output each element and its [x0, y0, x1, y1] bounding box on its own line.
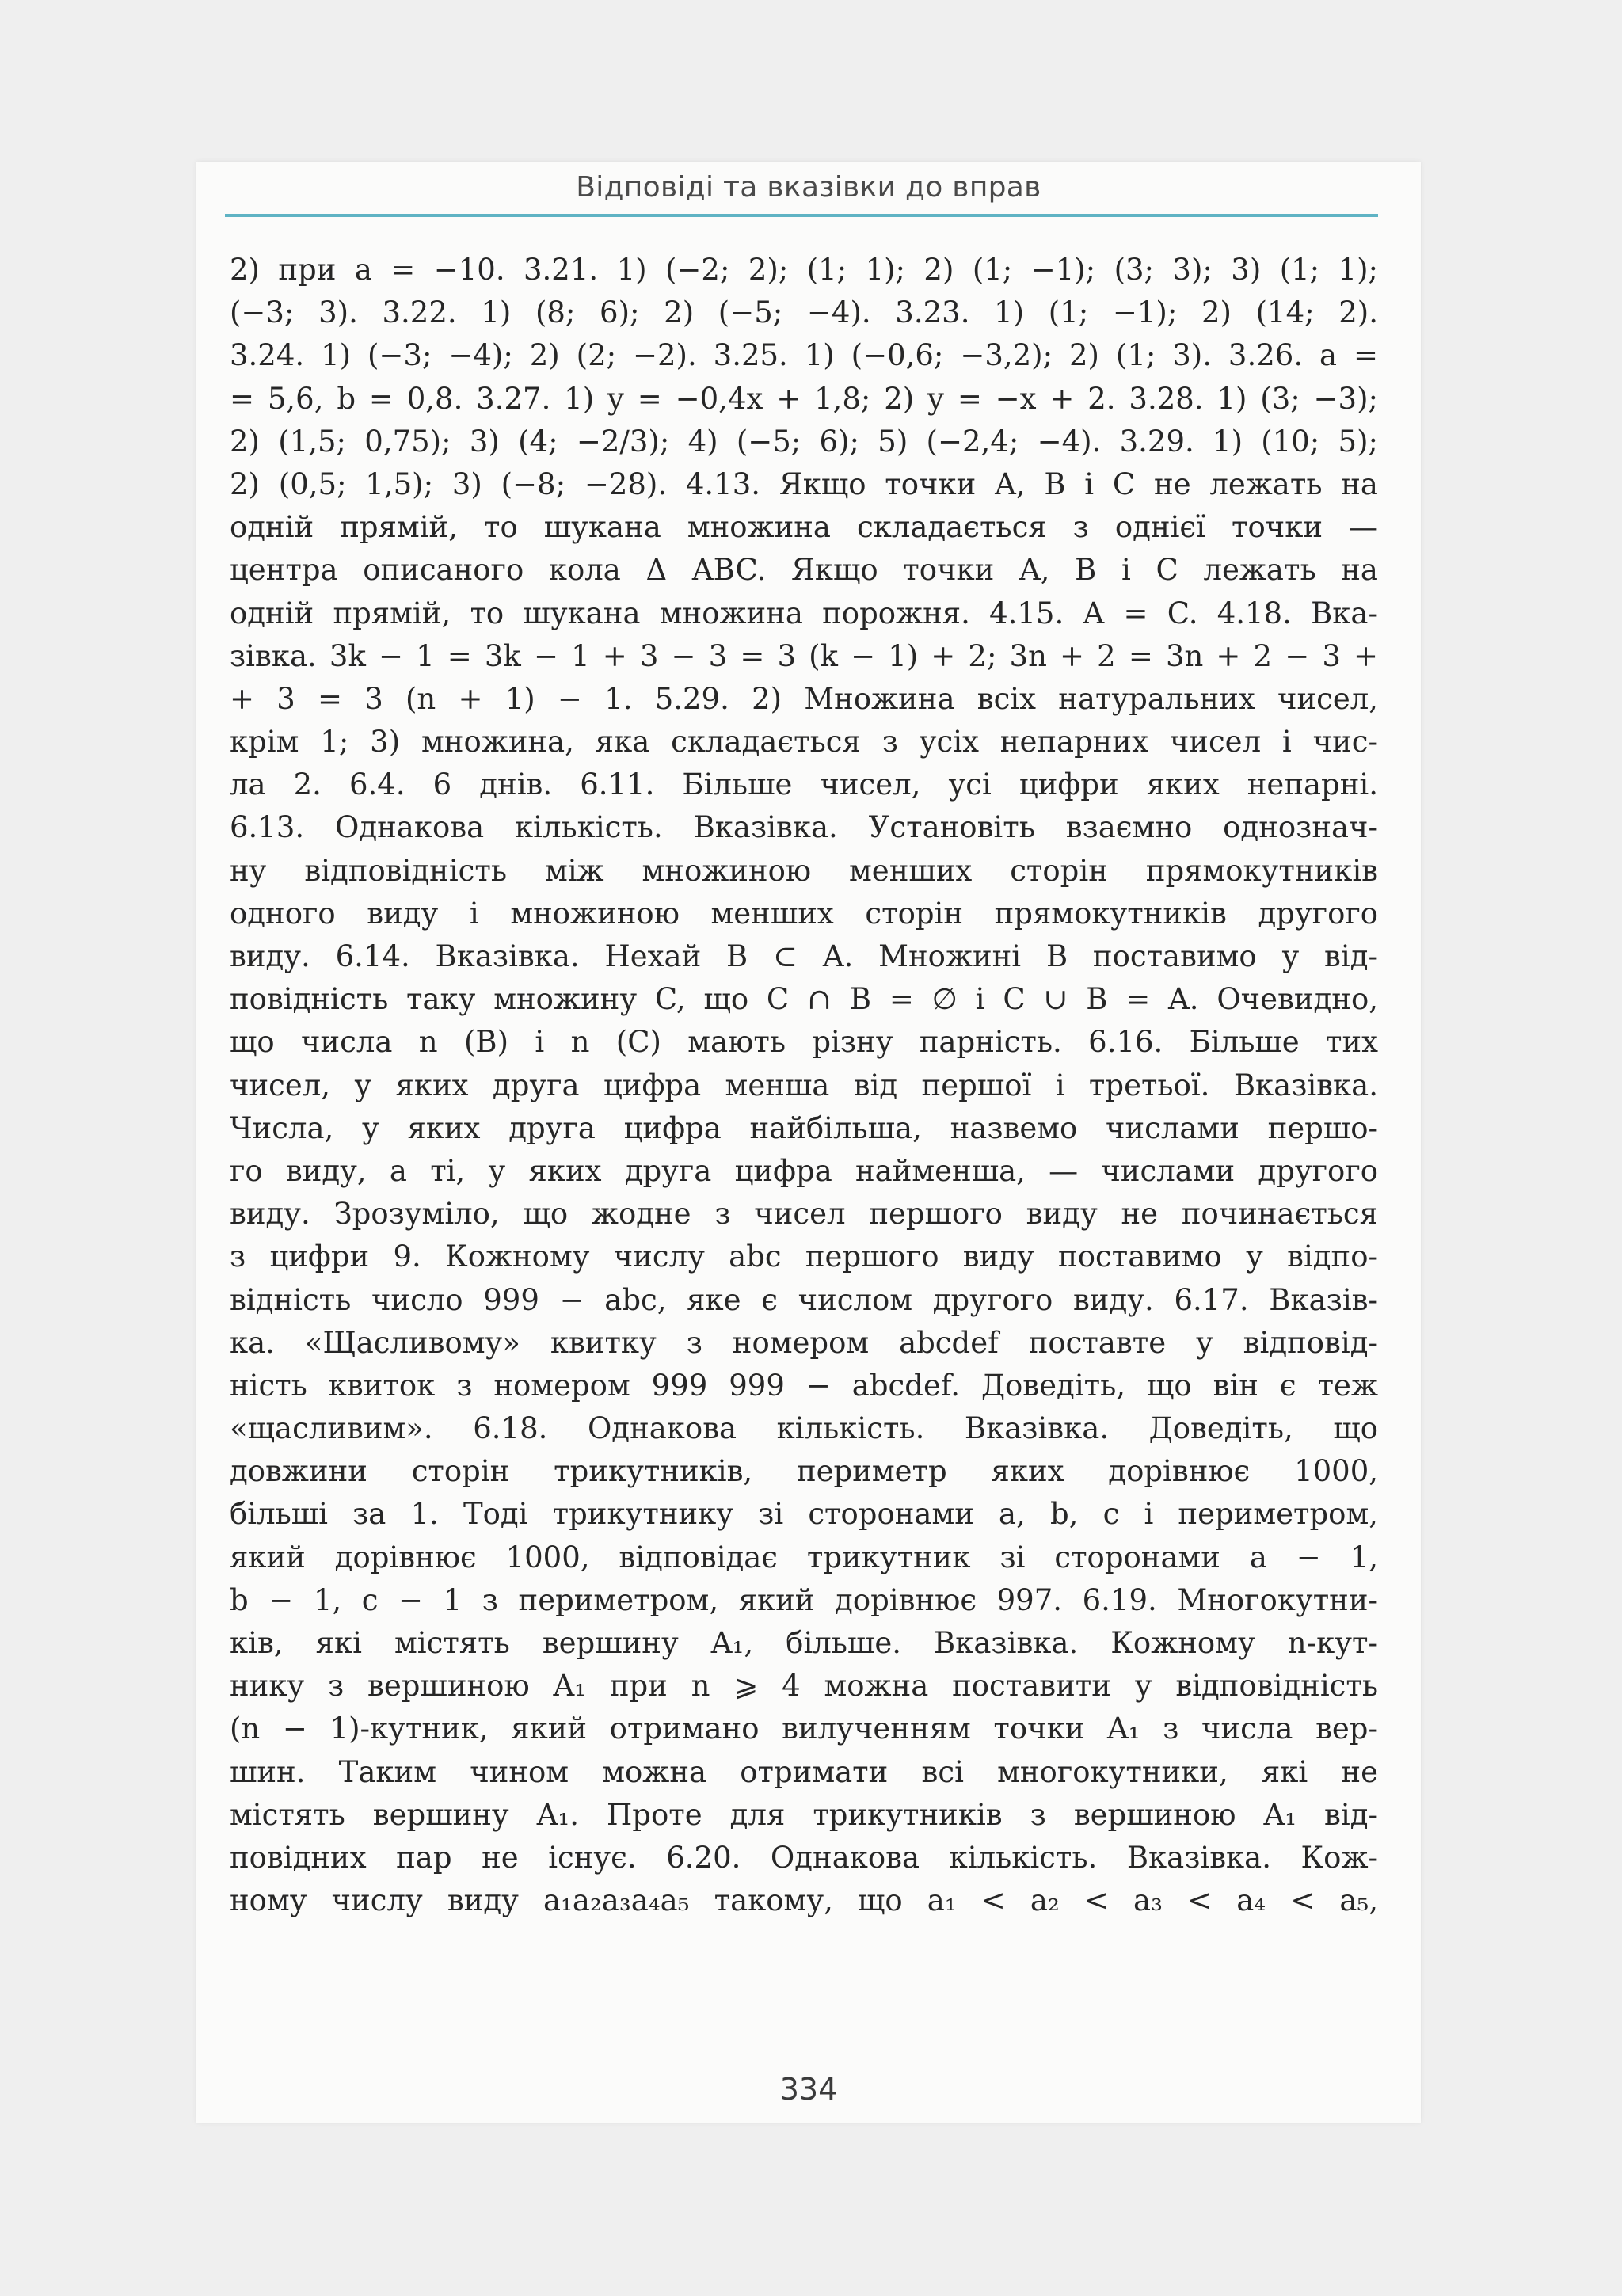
- text-line: (n − 1)-кутник, який отримано вилученням точки A₁ з числа вер-: [230, 1712, 1378, 1746]
- text-line: центра описаного кола Δ ABC. Якщо точки A, B і C лежать на: [230, 553, 1378, 588]
- text-line: містять вершину A₁. Проте для трикутників з вершиною A₁ від-: [230, 1797, 1378, 1832]
- header-rule: [225, 214, 1378, 217]
- text-line: Числа, у яких друга цифра найбільша, назвемо числами першо-: [230, 1110, 1378, 1145]
- text-line: ків, які містять вершину A₁, більше. Вказівка. Кожному n-кут-: [230, 1626, 1378, 1660]
- text-line: ка. «Щасливому» квитку з номером abcdef поставте у відповід-: [230, 1325, 1378, 1360]
- text-line: 2) при a = −10. 3.21. 1) (−2; 2); (1; 1); 2) (1; −1); (3; 3); 3) (1; 1);: [230, 253, 1378, 287]
- running-header: Відповіді та вказівки до вправ: [576, 171, 1041, 204]
- text-line: шин. Таким чином можна отримати всі многокутники, які не: [230, 1754, 1378, 1789]
- text-line: го виду, а ті, у яких друга цифра найменша, — числами другого: [230, 1153, 1378, 1188]
- text-line: відність число 999 − abc, яке є числом другого виду. 6.17. Вказів-: [230, 1282, 1378, 1317]
- text-line: ла 2. 6.4. 6 днів. 6.11. Більше чисел, усі цифри яких непарні.: [230, 767, 1378, 802]
- text-line: ну відповідність між множиною менших сторін прямокутників: [230, 853, 1378, 888]
- text-line: зівка. 3k − 1 = 3k − 1 + 3 − 3 = 3 (k − 1) + 2; 3n + 2 = 3n + 2 − 3 +: [230, 638, 1378, 673]
- text-line: який дорівнює 1000, відповідає трикутник зі сторонами a − 1,: [230, 1540, 1378, 1574]
- text-line: повідність таку множину C, що C ∩ B = ∅ і C ∪ B = A. Очевидно,: [230, 982, 1378, 1017]
- text-line: ність квиток з номером 999 999 − abcdef. Доведіть, що він є теж: [230, 1368, 1378, 1403]
- text-line: крім 1; 3) множина, яка складається з усіх непарних чисел і чис-: [230, 725, 1378, 760]
- answers-text-block: [230, 249, 1378, 1922]
- text-line: повідних пар не існує. 6.20. Однакова кількість. Вказівка. Кож-: [230, 1840, 1378, 1875]
- text-line: що числа n (B) і n (C) мають різну парність. 6.16. Більше тих: [230, 1025, 1378, 1060]
- page-number: 334: [779, 2072, 838, 2107]
- text-line: b − 1, c − 1 з периметром, який дорівнює 997. 6.19. Многокутни-: [230, 1582, 1378, 1617]
- text-line: нику з вершиною A₁ при n ⩾ 4 можна поставити у відповідність: [230, 1669, 1378, 1704]
- document-page: [196, 162, 1421, 2123]
- text-line: чисел, у яких друга цифра менша від першої і третьої. Вказівка.: [230, 1068, 1378, 1102]
- text-line: з цифри 9. Кожному числу abc першого виду поставимо у відпо-: [230, 1239, 1378, 1274]
- text-line: 2) (0,5; 1,5); 3) (−8; −28). 4.13. Якщо точки A, B і C не лежать на: [230, 466, 1378, 501]
- text-line: довжини сторін трикутників, периметр яких дорівнює 1000,: [230, 1454, 1378, 1489]
- text-line: = 5,6, b = 0,8. 3.27. 1) y = −0,4x + 1,8; 2) y = −x + 2. 3.28. 1) (3; −3);: [230, 381, 1378, 416]
- text-line: 3.24. 1) (−3; −4); 2) (2; −2). 3.25. 1) (−0,6; −3,2); 2) (1; 3). 3.26. a =: [230, 338, 1378, 373]
- text-line: виду. 6.14. Вказівка. Нехай B ⊂ A. Множині B поставимо у від-: [230, 939, 1378, 973]
- text-line: одній прямій, то шукана множина порожня. 4.15. A = C. 4.18. Вка-: [230, 596, 1378, 630]
- text-line: одного виду і множиною менших сторін прямокутників другого: [230, 896, 1378, 931]
- text-line: + 3 = 3 (n + 1) − 1. 5.29. 2) Множина всіх натуральних чисел,: [230, 681, 1378, 716]
- text-line: «щасливим». 6.18. Однакова кількість. Вказівка. Доведіть, що: [230, 1411, 1378, 1446]
- text-line: одній прямій, то шукана множина складається з однієї точки —: [230, 510, 1378, 545]
- text-line: (−3; 3). 3.22. 1) (8; 6); 2) (−5; −4). 3.23. 1) (1; −1); 2) (14; 2).: [230, 295, 1378, 330]
- text-line: більші за 1. Тоді трикутнику зі сторонами a, b, c і периметром,: [230, 1497, 1378, 1532]
- text-line: виду. Зрозуміло, що жодне з чисел першого виду не починається: [230, 1197, 1378, 1232]
- text-line: 6.13. Однакова кількість. Вказівка. Установіть взаємно однознач-: [230, 810, 1378, 845]
- text-line: ному числу виду a₁a₂a₃a₄a₅ такому, що a₁ < a₂ < a₃ < a₄ < a₅,: [230, 1883, 1378, 1918]
- text-line: 2) (1,5; 0,75); 3) (4; −2/3); 4) (−5; 6); 5) (−2,4; −4). 3.29. 1) (10; 5);: [230, 424, 1378, 459]
